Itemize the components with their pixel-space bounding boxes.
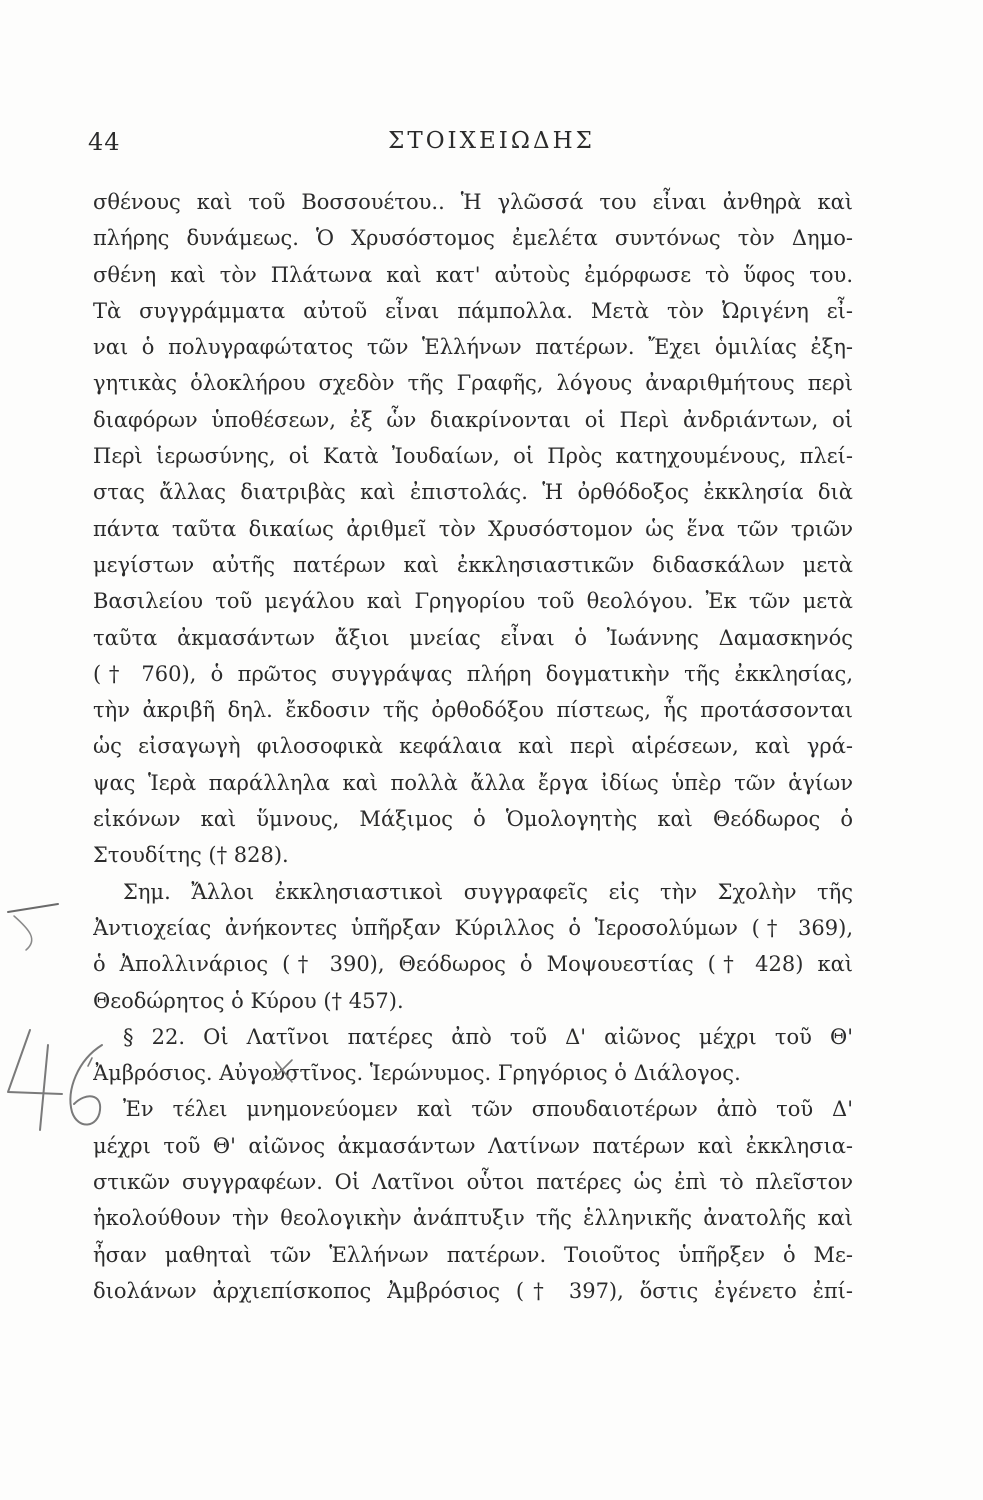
text-line: ψας Ἱερὰ παράλληλα καὶ πολλὰ ἄλλα ἔργα ἰδίως ὑπὲρ τῶν ἁγίων <box>93 770 853 795</box>
text-line: πάντα ταῦτα δικαίως ἀριθμεῖ τὸν Χρυσόστομον ὡς ἕνα τῶν τριῶν <box>93 516 853 541</box>
note-line: Θεοδώρητος ὁ Κύρου († 457). <box>93 988 404 1013</box>
running-head: ΣΤΟΙΧΕΙΩΔΗΣ <box>388 128 595 154</box>
text-line: Ἐν τέλει μνημονεύομεν καὶ τῶν σπουδαιοτέρων ἀπὸ τοῦ Δ' <box>123 1097 853 1122</box>
text-line: σθένη καὶ τὸν Πλάτωνα καὶ κατ' αὐτοὺς ἐμόρφωσε τὸ ὕφος του. <box>93 262 853 287</box>
text-line: († 760), ὁ πρῶτος συγγράψας πλήρη δογματικὴν τῆς ἐκκλησίας, <box>93 661 853 686</box>
section-subheading: Ἀμβρόσιος. Αὐγουστῖνος. Ἱερώνυμος. Γρηγόριος ὁ Διάλογος. <box>93 1061 741 1086</box>
note-line: ὁ Ἀπολλινάριος († 390), Θεόδωρος ὁ Μοψουεστίας († 428) καὶ <box>93 952 853 977</box>
text-line: σθένους καὶ τοῦ Βοσσουέτου.. Ἡ γλῶσσά του εἶναι ἀνθηρὰ καὶ <box>93 190 853 214</box>
text-line: εἰκόνων καὶ ὕμνους, Μάξιμος ὁ Ὁμολογητὴς καὶ Θεόδωρος ὁ <box>93 807 853 832</box>
text-line: Περὶ ἱερωσύνης, οἱ Κατὰ Ἰουδαίων, οἱ Πρὸς κατηχουμένους, πλεί- <box>93 444 853 469</box>
section-heading: § 22. Οἱ Λατῖνοι πατέρες ἀπὸ τοῦ Δ' αἰῶνος μέχρι τοῦ Θ' <box>123 1024 853 1049</box>
text-line: πλήρης δυνάμεως. Ὁ Χρυσόστομος ἐμελέτα συντόνως τὸν Δημο- <box>93 226 853 251</box>
page-header <box>0 128 983 164</box>
text-line: ἠκολούθουν τὴν θεολογικὴν ἀνάπτυξιν τῆς ἑλληνικῆς ἀνατολῆς καὶ <box>93 1206 853 1231</box>
note-line: Ἀντιοχείας ἀνήκοντες ὑπῆρξαν Κύριλλος ὁ Ἱεροσολύμων († 369), <box>93 915 853 940</box>
text-line: ναι ὁ πολυγραφώτατος τῶν Ἑλλήνων πατέρων. Ἔχει ὁμιλίας ἐξη- <box>93 335 853 360</box>
text-line: στας ἄλλας διατριβὰς καὶ ἐπιστολάς. Ἡ ὀρθόδοξος ἐκκλησία διὰ <box>93 480 853 505</box>
text-line: Βασιλείου τοῦ μεγάλου καὶ Γρηγορίου τοῦ θεολόγου. Ἐκ τῶν μετὰ <box>93 589 853 614</box>
text-line: διαφόρων ὑποθέσεων, ἐξ ὧν διακρίνονται οἱ Περὶ ἀνδριάντων, οἱ <box>93 407 853 432</box>
text-line: ἦσαν μαθηταὶ τῶν Ἑλλήνων πατέρων. Τοιοῦτος ὑπῆρξεν ὁ Με- <box>93 1242 853 1267</box>
text-line: διολάνων ἀρχιεπίσκοπος Ἀμβρόσιος († 397), ὅστις ἐγένετο ἐπί- <box>93 1278 853 1303</box>
text-line: στικῶν συγγραφέων. Οἱ Λατῖνοι οὗτοι πατέρες ὡς ἐπὶ τὸ πλεῖστον <box>93 1170 853 1195</box>
text-line: μέχρι τοῦ Θ' αἰῶνος ἀκμασάντων Λατίνων πατέρων καὶ ἐκκλησια- <box>93 1133 853 1158</box>
text-line: γητικὰς ὁλοκλήρου σχεδὸν τῆς Γραφῆς, λόγους ἀναριθμήτους περὶ <box>93 371 853 396</box>
page-number: 44 <box>88 128 121 156</box>
text-line: ταῦτα ἀκμασάντων ἄξιοι μνείας εἶναι ὁ Ἰωάννης Δαμασκηνός <box>93 625 853 650</box>
body-text <box>93 184 853 1309</box>
text-line: ὡς εἰσαγωγὴ φιλοσοφικὰ κεφάλαια καὶ περὶ αἱρέσεων, καὶ γρά- <box>93 734 853 759</box>
note-line: Σημ. Ἄλλοι ἐκκλησιαστικοὶ συγγραφεῖς εἰς τὴν Σχολὴν τῆς <box>123 879 853 904</box>
text-line: τὴν ἀκριβῆ δηλ. ἔκδοσιν τῆς ὀρθοδόξου πίστεως, ἧς προτάσσονται <box>93 698 853 723</box>
text-line: Τὰ συγγράμματα αὐτοῦ εἶναι πάμπολλα. Μετὰ τὸν Ὠριγένη εἶ- <box>93 298 853 323</box>
text-line: μεγίστων αὐτῆς πατέρων καὶ ἐκκλησιαστικῶν διδασκάλων μετὰ <box>93 552 853 577</box>
text-line: Στουδίτης († 828). <box>93 843 289 868</box>
